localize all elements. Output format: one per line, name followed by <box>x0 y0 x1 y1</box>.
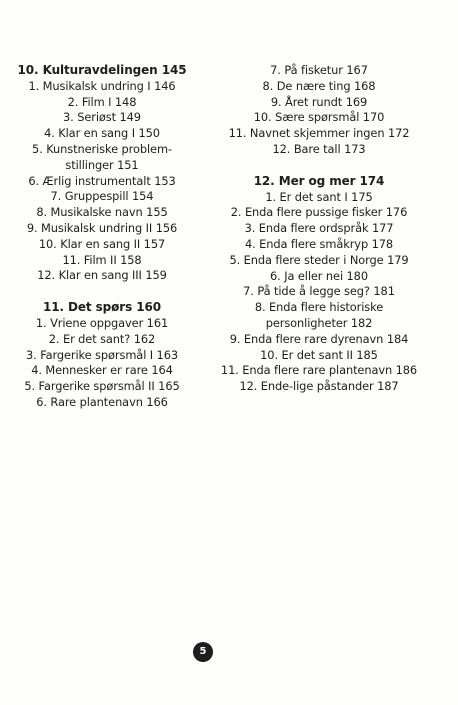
toc-entry: 9. Musikalsk undring II 156 <box>26 220 178 235</box>
toc-entry: 6. Rare plantenavn 166 <box>36 394 168 409</box>
toc-entry: 5. Enda flere steder i Norge 179 <box>229 252 409 267</box>
toc-entry: 3. Enda flere ordspråk 177 <box>244 221 394 236</box>
toc-entry: 8. Enda flere historiske personligheter 182 <box>254 300 384 330</box>
toc-entry: 9. Enda flere rare dyrenavn 184 <box>229 331 409 346</box>
toc-entry: 2. Film I 148 <box>67 94 137 109</box>
toc-entry: 2. Enda flere pussige fisker 176 <box>230 205 408 220</box>
toc-entry: 11. Film II 158 <box>62 252 142 267</box>
toc-entry: 5. Kunstneriske problem- stillinger 151 <box>32 141 172 172</box>
toc-left-column <box>7 63 197 427</box>
toc-entry: 4. Enda flere småkryp 178 <box>244 236 394 251</box>
toc-entry: 7. På fisketur 167 <box>270 63 368 77</box>
toc-entry: 8. De nære ting 168 <box>262 78 376 93</box>
toc-entry: 1. Musikalsk undring I 146 <box>28 78 176 93</box>
toc-entry: 7. Gruppespill 154 <box>50 189 154 204</box>
toc-entry: 11. Enda flere rare plantenavn 186 <box>220 363 418 378</box>
toc-entry: 2. Er det sant? 162 <box>48 331 156 346</box>
toc-entry: 11. Navnet skjemmer ingen 172 <box>228 126 410 141</box>
toc-entry: 10. Klar en sang II 157 <box>38 236 166 251</box>
page-number-badge: 5 <box>193 642 213 662</box>
section-title: 10. Kulturavdelingen 145 <box>17 63 187 77</box>
toc-entry: 4. Mennesker er rare 164 <box>31 363 173 378</box>
toc-entry: 9. Året rundt 169 <box>270 94 368 109</box>
toc-entry: 10. Er det sant II 185 <box>260 347 378 362</box>
toc-section <box>7 300 197 411</box>
toc-entry: 12. Bare tall 173 <box>272 141 366 156</box>
toc-entry: 3. Fargerike spørsmål I 163 <box>26 347 178 362</box>
toc-entry: 12. Ende-lige påstander 187 <box>239 379 399 394</box>
toc-entry: 4. Klar en sang I 150 <box>44 126 160 141</box>
toc-entry: 1. Er det sant I 175 <box>265 189 373 204</box>
toc-entry: 6. Ja eller nei 180 <box>270 268 368 283</box>
toc-section <box>219 63 419 158</box>
toc-entry: 5. Fargerike spørsmål II 165 <box>24 379 180 394</box>
toc-entry: 3. Seriøst 149 <box>63 110 141 125</box>
section-title: 12. Mer og mer 174 <box>253 173 385 188</box>
toc-entry: 12. Klar en sang III 159 <box>37 268 167 283</box>
toc-section <box>219 174 419 395</box>
toc-section <box>7 63 197 284</box>
toc-entry: 10. Sære spørsmål 170 <box>253 110 385 125</box>
toc-entry: 7. På tide å legge seg? 181 <box>243 284 395 299</box>
section-title: 11. Det spørs 160 <box>42 300 161 315</box>
toc-entry: 1. Vriene oppgaver 161 <box>35 315 169 330</box>
toc-right-column <box>219 63 419 411</box>
toc-entry: 6. Ærlig instrumentalt 153 <box>28 173 176 188</box>
toc-entry: 8. Musikalske navn 155 <box>36 205 168 220</box>
